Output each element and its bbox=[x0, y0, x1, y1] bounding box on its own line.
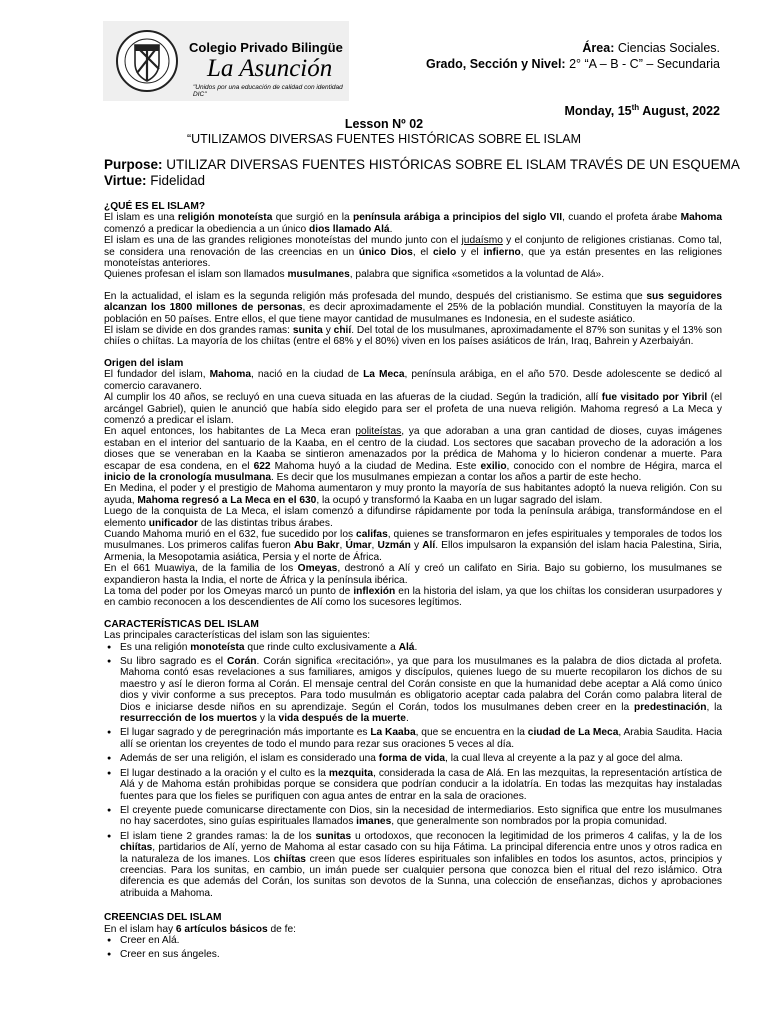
paragraph: Al cumplir los 40 años, se recluyó en una cueva situada en las afueras de la ciudad. Según la tradición, allí fue visitado por Yibril (el arcángel Gabriel), quien le anunció que había sido elegido para ser el profeta de una nueva religión. Mahoma regresó a La Meca y comenzó a predicar el islam. bbox=[104, 392, 723, 426]
paragraph: Cuando Mahoma murió en el 632, fue sucedido por los califas, quienes se transformaron en jefes espirituales y temporales de todos los musulmanes. Los primeros califas fueron Abu Bakr, Úmar, Uzmán y Alí. Ellos impulsaron la expansión del islam hacia Palestina, Siria, Armenia, la Mesopotamia asiática, Persia y el norte de África. bbox=[104, 528, 722, 563]
paragraph: El islam es una religión monoteísta que surgió en la península arábiga a principios del siglo VII, cuando el profeta árabe Mahoma comenzó a predicar la obediencia a un único dios llamado Alá. bbox=[104, 212, 722, 235]
paragraph: En el 661 Muawiya, de la familia de los Omeyas, destronó a Alí y creó un califato en Siria. Bajo su gobierno, los musulmanes se expandieron hasta la India, el norte de África y la península ibérica. bbox=[104, 563, 722, 586]
section-heading: CREENCIAS DEL ISLAM bbox=[104, 912, 222, 924]
paragraph: En aquel entonces, los habitantes de La Meca eran politeístas, ya que adoraban a una gran cantidad de dioses, cuyas imágenes estaban en el interior del santuario de la Kaaba, en el centro de la ciudad. Los sectores que sacaban provecho de la adoración a los dioses que se veneraban en la Kaaba se sintieron amenazados por la prédica de Mahoma y lo hicieron condenar a muerte. Para escapar de esa condena, en el 622 Mahoma huyó a la ciudad de Medina. Este exilio, conocido con el nombre de Hégira, marca el inicio de la cronología musulmana. Es decir que los musulmanes empiezan a contar los años a partir de este hecho. bbox=[104, 426, 722, 483]
document-body bbox=[104, 201, 722, 964]
paragraph: El islam se divide en dos grandes ramas: sunita y chií. Del total de los musulmanes, aproximadamente el 87% son sunitas y el 13% son chiíes o chiítas. La mayoría de los chiítas (entre el 68% y el 80%) viven en los países asiáticos de Irán, Iraq, Bahrein y Azerbaiyán. bbox=[104, 325, 722, 348]
grado-line: Grado, Sección y Nivel: 2° “A – B - C” – Secundaria bbox=[425, 57, 720, 71]
area-line: Área: Ciencias Sociales. bbox=[582, 41, 720, 55]
virtue-line: Virtue: Fidelidad bbox=[104, 173, 206, 188]
list-item: ● El islam tiene 2 grandes ramas: la de los sunitas u ortodoxos, que reconocen la legitimidad de los primeros 4 califas, y la de los chiítas, partidarios de Alí, yerno de Mahoma al estar casado con su hija Fátima. La principal diferencia entre unos y otros radica en la naturaleza de los imanes. Los chiítas creen que esos líderes espirituales son infalibles en todos los asuntos, actos, principios y creencias. Para los sunitas, en cambio, un imán puede ser cualquier persona que conozca bien el ritual del rezo islámico. Otra diferencia es que además del Corán, los sunitas son devotos de la Sunna, una colección de enseñanzas, dichos y aprobaciones atribuida a Mahoma. bbox=[120, 831, 722, 899]
list-item: ● El lugar destinado a la oración y el culto es la mezquita, considerada la casa de Alá. En las mezquitas, la representación artística de Alá y de Mahoma están prohibidas porque se considera que podrían conducir a la idolatría. En todas las mezquitas hay instaladas fuentes para que los fieles se purifiquen con agua antes de entrar en la sala de oraciones. bbox=[120, 768, 722, 802]
lesson-number: Lesson Nº 02 bbox=[344, 117, 424, 131]
list-item: ● Creer en sus ángeles. bbox=[120, 949, 722, 960]
purpose-line: Purpose: UTILIZAR DIVERSAS FUENTES HISTÓRICAS SOBRE EL ISLAM TRAVÉS DE UN ESQUEMA bbox=[104, 157, 740, 172]
lesson-title: “UTILIZAMOS DIVERSAS FUENTES HISTÓRICAS SOBRE EL ISLAM bbox=[186, 132, 582, 146]
list-item: ● Además de ser una religión, el islam es considerado una forma de vida, la cual lleva al creyente a la paz y al goce del alma. bbox=[120, 753, 722, 764]
list-item: ● El creyente puede comunicarse directamente con Dios, sin la necesidad de intermediarios. Esto significa que entre los musulmanes no hay sacerdotes, sino guías espirituales llamados imanes, que generalmente son nombrados por la propia comunidad. bbox=[120, 805, 722, 828]
school-motto: "Unidos por una educación de calidad con identidad DIC" bbox=[193, 84, 343, 98]
list-item: ● Su libro sagrado es el Corán. Corán significa «recitación», ya que para los musulmanes es la palabra de dios dictada al profeta. Mahoma contó esas revelaciones a sus familiares, amigos y discípulos, quienes luego de su muerte recopilaron los dichos de su maestro y así le dieron forma al Corán. El mensaje central del Corán consiste en que la humanidad debe aceptar a Alá como único dios y vivir conforme a sus preceptos. Para todo musulmán es obligatorio aceptar cada palabra del Corán como palabra literal de Dios e iniciarse desde niños en su aprendizaje. Según el Corán, todos los musulmanes deben creer en la predestinación, la resurrección de los muertos y la vida después de la muerte. bbox=[120, 656, 722, 724]
paragraph: El fundador del islam, Mahoma, nació en la ciudad de La Meca, península arábiga, en el año 570. Desde adolescente se dedicó al comercio caravanero. bbox=[104, 369, 723, 392]
school-name: Colegio Privado Bilingüe bbox=[189, 40, 343, 55]
characteristics-list bbox=[104, 642, 722, 900]
section-heading: CARACTERÍSTICAS DEL ISLAM bbox=[104, 618, 259, 630]
paragraph: El islam es una de las grandes religiones monoteístas del mundo junto con el judaísmo y el conjunto de religiones cristianas. Como tal, se considera una renovación de las creencias en un único Dios, el cielo y el infierno, que ya están presentes en las religiones monoteístas anteriores. bbox=[104, 235, 723, 270]
list-item: ● Es una religión monoteísta que rinde culto exclusivamente a Alá. bbox=[120, 642, 722, 653]
section-heading: ¿QUÉ ES EL ISLAM? bbox=[104, 201, 206, 212]
list-item: ● El lugar sagrado y de peregrinación más importante es La Kaaba, que se encuentra en la ciudad de La Meca, Arabia Saudita. Hacia allí se orientan los creyentes de todo el mundo para rezar sus oraciones 5 veces al día. bbox=[120, 727, 722, 750]
school-name-script: La Asunción bbox=[207, 55, 333, 82]
school-logo-banner bbox=[103, 21, 349, 101]
paragraph: En el islam hay 6 artículos básicos de fe: bbox=[104, 923, 296, 935]
school-shield-icon bbox=[115, 29, 179, 93]
paragraph: Las principales características del islam son las siguientes: bbox=[104, 630, 371, 642]
paragraph: En Medina, el poder y el prestigio de Mahoma aumentaron y muy pronto la mayoría de sus habitantes adoptó la nueva religión. Con su ayuda, Mahoma regresó a La Meca en el 630, la ocupó y transformó la Kaaba en un lugar sagrado del islam. bbox=[104, 483, 722, 506]
paragraph: En la actualidad, el islam es la segunda religión más profesada del mundo, después del cristianismo. Se estima que sus seguidores alcanzan los 1800 millones de personas, es decir aproximadamente el 25% de la población mundial. Constituyen la mayoría de la población en 50 países. Entre ellos, el que tiene mayor cantidad de musulmanes es Indonesia, en el sudeste asiático. bbox=[104, 290, 722, 325]
paragraph: Luego de la conquista de La Meca, el islam comenzó a difundirse rápidamente por toda la península arábiga, transformándose en el elemento unificador de las distintas tribus árabes. bbox=[104, 506, 722, 529]
beliefs-list bbox=[104, 935, 722, 961]
lesson-date: Monday, 15th August, 2022 bbox=[564, 103, 720, 119]
list-item: ● Creer en Alá. bbox=[120, 935, 722, 946]
paragraph: La toma del poder por los Omeyas marcó un punto de inflexión en la historia del islam, ya que los chiítas los consideran usurpadores y en cambio reconocen a los descendientes de Alí como los sucesores legítimos. bbox=[104, 586, 723, 609]
paragraph: Quienes profesan el islam son llamados musulmanes, palabra que significa «sometidos a la voluntad de Alá». bbox=[104, 269, 605, 281]
section-heading: Origen del islam bbox=[104, 357, 184, 369]
